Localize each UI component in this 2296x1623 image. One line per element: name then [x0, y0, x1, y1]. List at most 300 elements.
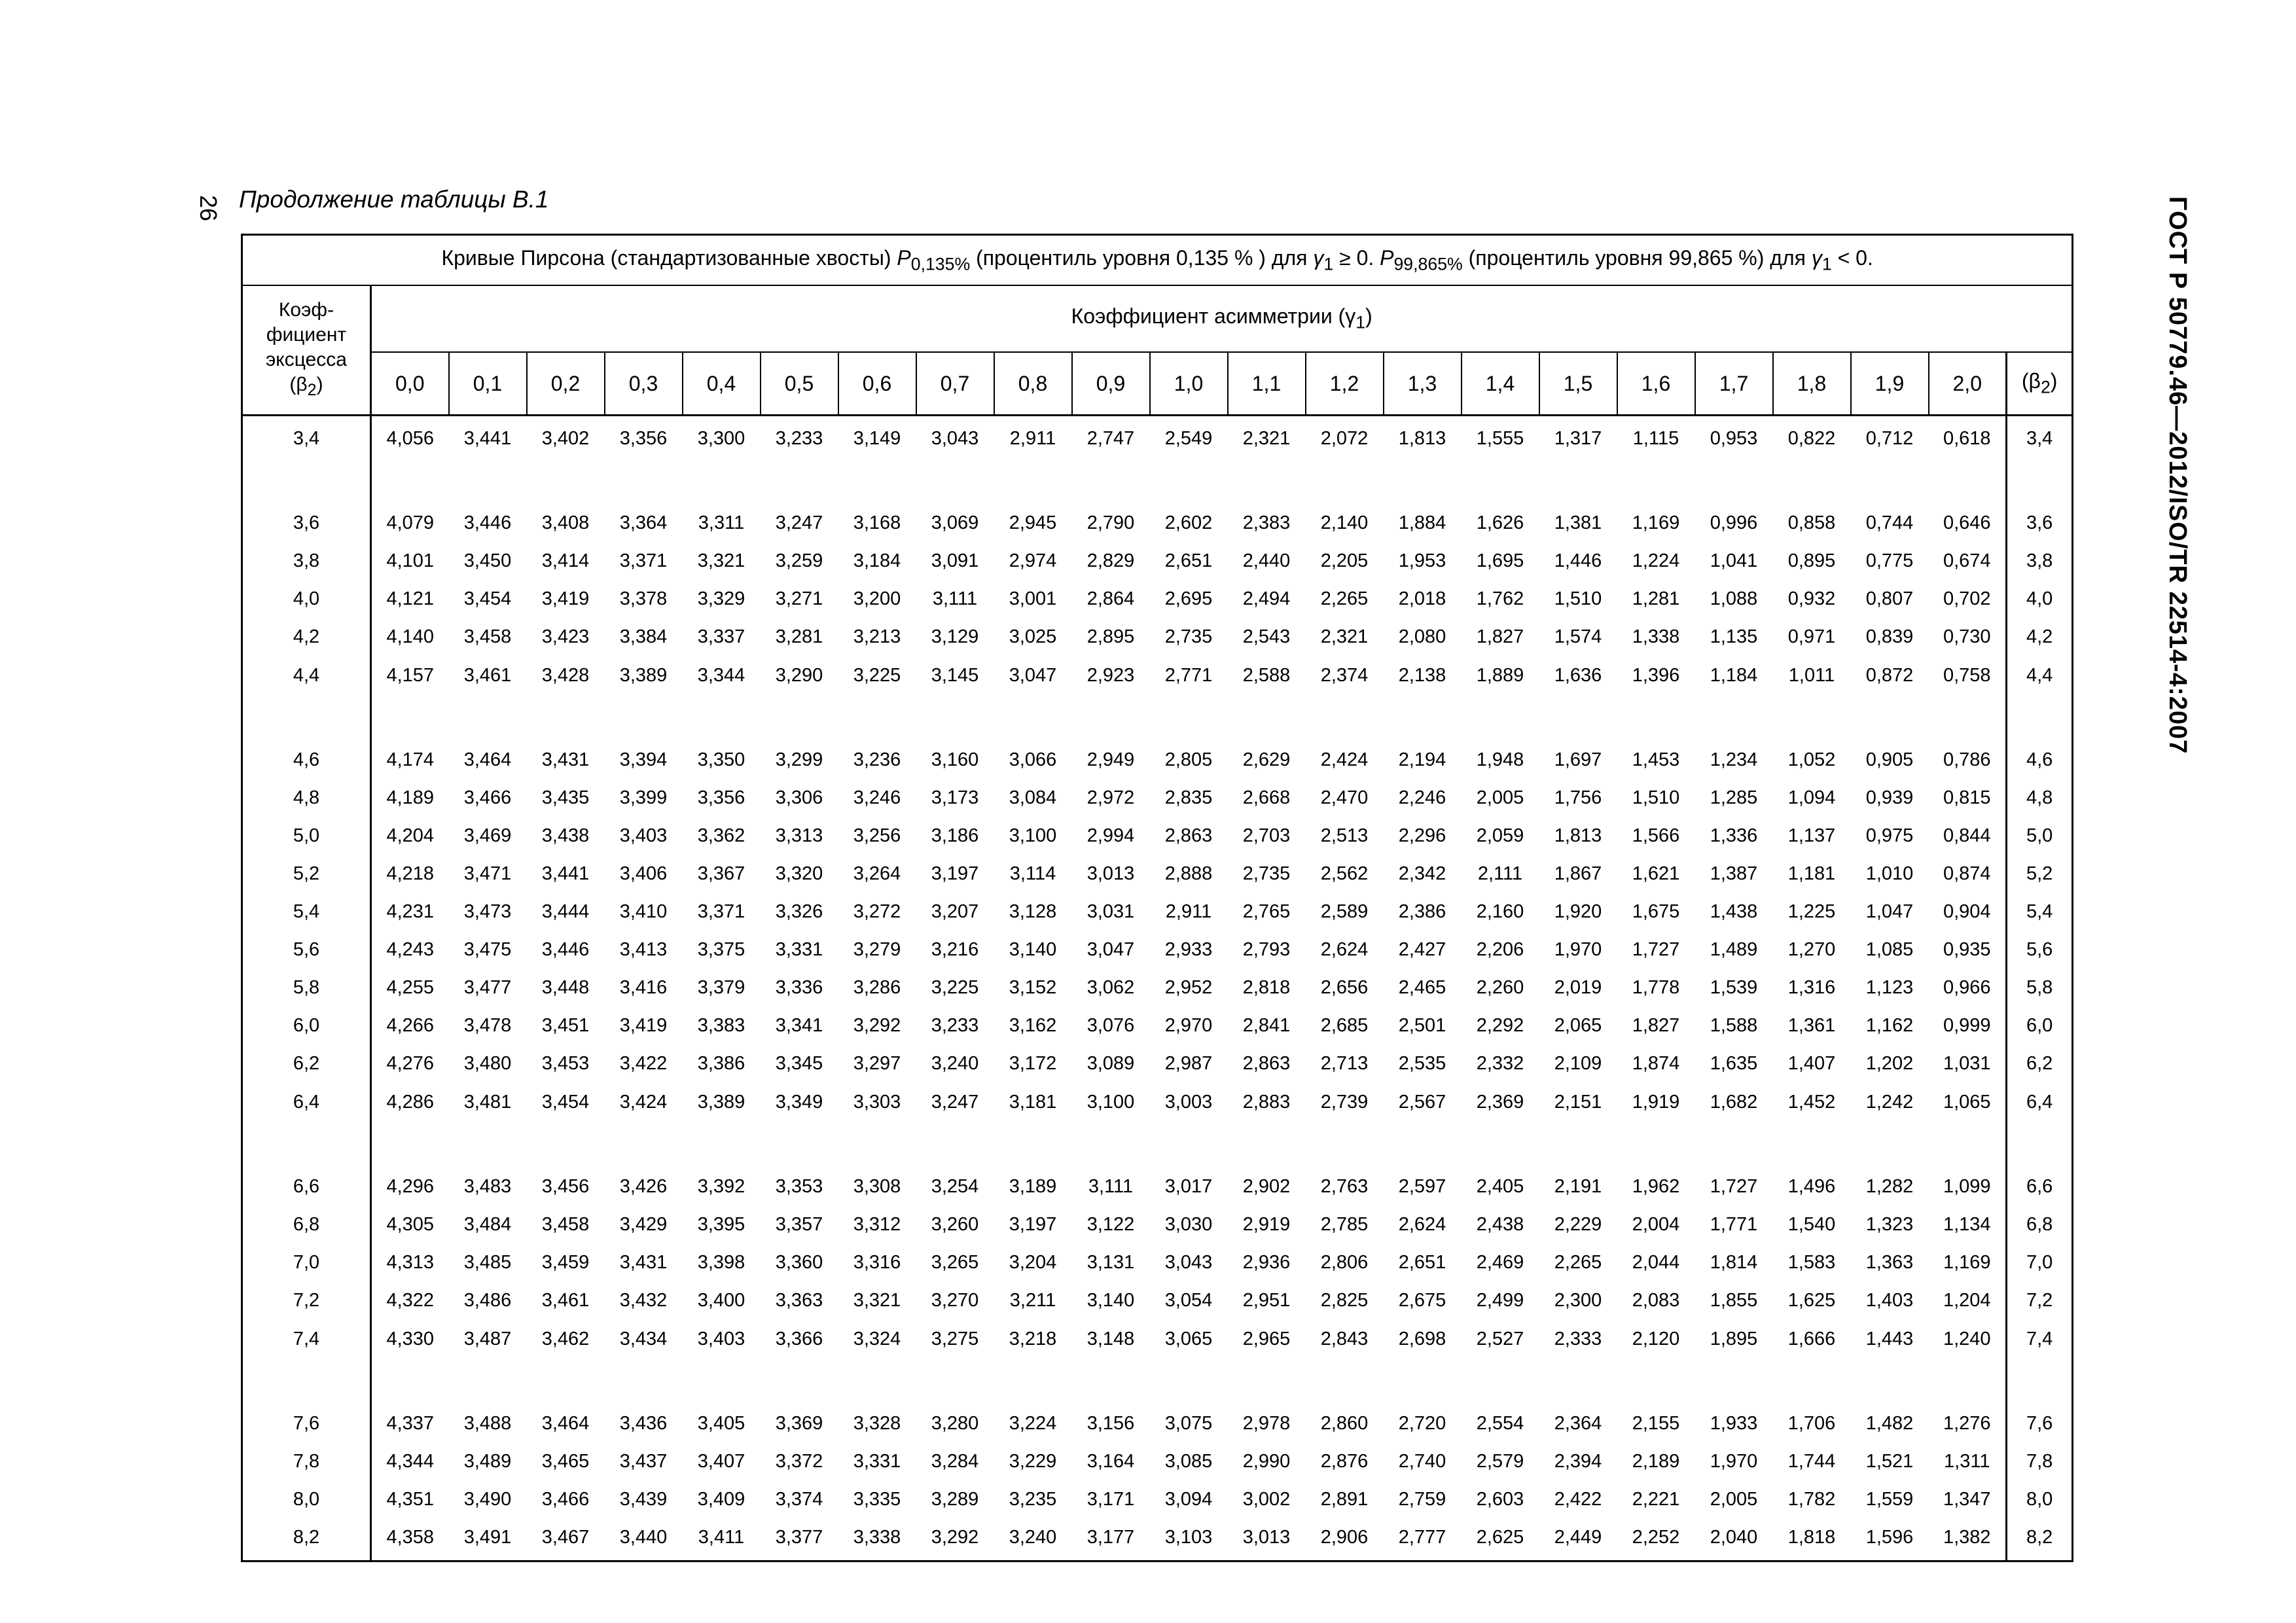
table-cell: 4,266 [386, 1014, 435, 1036]
kurtosis-value: 4,8 [242, 779, 371, 817]
table-row [242, 1281, 2073, 1319]
table-cell: 3,329 [697, 588, 745, 609]
kurtosis-value: 4,2 [242, 618, 371, 656]
table-cell: 1,134 [1943, 1213, 1991, 1235]
table-cell: 3,372 [775, 1450, 823, 1472]
table-cell: 1,443 [1865, 1329, 1914, 1349]
table-cell: 3,129 [931, 626, 979, 647]
table-row [242, 656, 2073, 741]
table-cell: 3,297 [853, 1052, 901, 1074]
kurtosis-value: 6,2 [242, 1044, 371, 1082]
table-cell: 0,822 [1787, 428, 1836, 449]
table-cell: 3,265 [931, 1251, 979, 1273]
table-cell: 0,807 [1865, 588, 1914, 609]
table-cell: 1,363 [1865, 1251, 1914, 1273]
table-cell: 2,990 [1242, 1450, 1291, 1472]
table-cell: 3,111 [932, 588, 978, 609]
table-cell: 3,450 [463, 550, 512, 571]
table-cell: 3,485 [463, 1251, 512, 1273]
table-cell: 3,483 [463, 1175, 512, 1197]
table-cell: 3,422 [619, 1052, 668, 1074]
table-cell: 2,829 [1086, 550, 1135, 571]
table-cell: 1,336 [1710, 825, 1758, 846]
table-cell: 2,044 [1632, 1251, 1680, 1273]
table-cell: 1,382 [1943, 1526, 1991, 1548]
table-cell: 2,252 [1632, 1526, 1680, 1548]
table-cell: 3,286 [853, 976, 901, 998]
table-cell: 3,369 [775, 1412, 823, 1434]
column-header: 1,8 [1773, 352, 1851, 416]
beta-value: 3,8 [2007, 542, 2073, 580]
table-cell: 3,377 [775, 1526, 823, 1548]
table-cell: 4,189 [386, 787, 435, 808]
table-cell: 3,103 [1164, 1526, 1213, 1548]
table-cell: 3,379 [697, 976, 745, 998]
table-cell: 4,305 [386, 1213, 435, 1235]
table-cell: 1,041 [1710, 550, 1758, 571]
table-cell: 4,157 [386, 665, 435, 686]
table-cell: 1,135 [1710, 626, 1758, 647]
table-cell: 1,895 [1710, 1329, 1758, 1349]
table-row [242, 893, 2073, 931]
table-cell: 4,218 [386, 863, 435, 884]
table-cell: 2,713 [1320, 1052, 1369, 1074]
table-cell: 2,470 [1320, 787, 1369, 808]
table-cell: 3,356 [697, 787, 745, 808]
table-cell: 1,636 [1554, 665, 1602, 686]
table-cell: 2,499 [1476, 1289, 1524, 1311]
table-cell: 0,815 [1943, 787, 1991, 808]
table-cell: 2,300 [1554, 1289, 1602, 1311]
table-cell: 3,140 [1009, 938, 1057, 960]
table-cell: 0,744 [1865, 512, 1914, 533]
table-cell: 0,966 [1943, 976, 1991, 998]
table-cell: 2,374 [1320, 665, 1369, 686]
table-cell: 3,437 [619, 1450, 668, 1472]
table-cell: 2,494 [1242, 588, 1291, 609]
table-cell: 1,884 [1398, 512, 1446, 533]
table-cell: 1,626 [1476, 512, 1524, 533]
table-cell: 3,235 [1009, 1488, 1057, 1510]
table-row [242, 416, 2073, 505]
table-cell: 1,011 [1788, 665, 1835, 686]
table-cell: 1,181 [1787, 863, 1836, 884]
table-cell: 1,697 [1554, 749, 1602, 770]
table-row [242, 1480, 2073, 1518]
table-cell: 3,047 [1086, 938, 1135, 960]
table-cell: 3,489 [463, 1450, 512, 1472]
table-cell: 3,419 [541, 588, 590, 609]
table-cell: 4,337 [386, 1412, 435, 1434]
table-cell: 3,398 [697, 1251, 745, 1273]
column-header: 2,0 [1929, 352, 2007, 416]
table-cell: 3,465 [541, 1450, 590, 1472]
table-cell: 2,019 [1554, 976, 1602, 998]
table-cell: 1,065 [1943, 1092, 1991, 1113]
table-cell: 3,471 [463, 863, 512, 884]
table-cell: 0,953 [1710, 428, 1758, 449]
table-cell: 1,510 [1632, 787, 1680, 808]
table-cell: 3,413 [619, 938, 668, 960]
table-cell: 3,326 [775, 901, 823, 922]
table-cell: 3,225 [853, 665, 901, 686]
table-cell: 3,349 [775, 1092, 823, 1113]
table-cell: 3,140 [1086, 1289, 1135, 1311]
table-cell: 3,441 [463, 428, 512, 449]
table-row [242, 1518, 2073, 1561]
table-cell: 3,467 [541, 1526, 590, 1548]
table-cell: 3,043 [931, 428, 979, 449]
table-cell: 3,197 [931, 863, 979, 884]
table-cell: 3,341 [775, 1014, 823, 1036]
table-cell: 2,229 [1554, 1213, 1602, 1235]
table-cell: 2,321 [1242, 428, 1291, 449]
table-cell: 0,939 [1865, 787, 1914, 808]
table-cell: 3,207 [931, 901, 979, 922]
table-cell: 2,949 [1086, 749, 1135, 770]
beta-value: 4,0 [2007, 580, 2073, 618]
kurtosis-value: 6,4 [242, 1082, 371, 1168]
table-row [242, 779, 2073, 817]
table-cell: 4,358 [386, 1526, 435, 1548]
table-cell: 3,289 [931, 1488, 979, 1510]
table-cell: 1,827 [1632, 1014, 1680, 1036]
table-cell: 3,292 [853, 1014, 901, 1036]
beta-value: 5,4 [2007, 893, 2073, 931]
table-cell: 3,254 [931, 1175, 979, 1197]
beta-value: 5,0 [2007, 817, 2073, 855]
table-cell: 0,975 [1865, 825, 1914, 846]
column-header: 0,2 [527, 352, 605, 416]
table-cell: 2,206 [1476, 938, 1524, 960]
table-cell: 1,031 [1943, 1052, 1991, 1074]
table-cell: 3,031 [1086, 901, 1135, 922]
table-cell: 3,013 [1086, 863, 1135, 884]
column-header: 1,1 [1228, 352, 1306, 416]
table-cell: 3,403 [619, 825, 668, 846]
table-cell: 1,052 [1787, 749, 1836, 770]
table-cell: 3,484 [463, 1213, 512, 1235]
table-cell: 0,702 [1943, 588, 1991, 609]
table-cell: 0,844 [1943, 825, 1991, 846]
table-cell: 3,462 [541, 1329, 590, 1349]
table-cell: 3,324 [853, 1329, 901, 1349]
table-cell: 2,342 [1398, 863, 1446, 884]
table-cell: 2,065 [1554, 1014, 1602, 1036]
table-cell: 3,367 [697, 863, 745, 884]
table-cell: 1,169 [1632, 512, 1680, 533]
table-cell: 3,461 [463, 665, 512, 686]
table-cell: 1,566 [1632, 825, 1680, 846]
table-cell: 3,490 [463, 1488, 512, 1510]
page-number: 26 [195, 195, 222, 222]
table-cell: 3,336 [775, 976, 823, 998]
column-header: 1,6 [1617, 352, 1695, 416]
table-cell: 3,454 [463, 588, 512, 609]
table-cell: 3,362 [697, 825, 745, 846]
table-cell: 1,276 [1943, 1412, 1991, 1434]
table-cell: 3,271 [775, 588, 823, 609]
table-cell: 2,906 [1320, 1526, 1369, 1548]
table-cell: 3,438 [541, 825, 590, 846]
table-cell: 2,945 [1009, 512, 1057, 533]
table-cell: 3,013 [1242, 1526, 1291, 1548]
table-cell: 3,416 [619, 976, 668, 998]
table-cell: 3,246 [853, 787, 901, 808]
table-cell: 3,184 [853, 550, 901, 571]
table-cell: 3,162 [1009, 1014, 1057, 1036]
table-cell: 3,225 [931, 976, 979, 998]
table-cell: 3,364 [619, 512, 668, 533]
table-cell: 2,703 [1242, 825, 1291, 846]
table-cell: 2,189 [1632, 1450, 1680, 1472]
table-cell: 2,675 [1398, 1289, 1446, 1311]
kurtosis-value: 5,0 [242, 817, 371, 855]
table-cell: 3,321 [697, 550, 745, 571]
kurtosis-value: 6,6 [242, 1168, 371, 1205]
table-cell: 4,231 [386, 901, 435, 922]
kurtosis-value: 3,6 [242, 504, 371, 542]
table-cell: 2,790 [1086, 512, 1135, 533]
table-cell: 2,951 [1242, 1289, 1291, 1311]
table-cell: 3,475 [463, 938, 512, 960]
table-cell: 2,994 [1086, 825, 1135, 846]
beta-value: 8,0 [2007, 1480, 2073, 1518]
table-cell: 3,247 [775, 512, 823, 533]
table-cell: 1,387 [1710, 863, 1758, 884]
table-cell: 3,386 [697, 1052, 745, 1074]
table-cell: 1,889 [1476, 665, 1524, 686]
table-cell: 1,281 [1632, 588, 1680, 609]
table-cell: 3,279 [853, 938, 901, 960]
table-cell: 2,364 [1554, 1412, 1602, 1434]
table-cell: 1,204 [1943, 1289, 1991, 1311]
table-cell: 2,004 [1632, 1213, 1680, 1235]
table-cell: 2,864 [1086, 588, 1135, 609]
table-row [242, 1442, 2073, 1480]
kurtosis-value: 7,2 [242, 1281, 371, 1319]
table-cell: 3,344 [697, 665, 745, 686]
table-cell: 3,435 [541, 787, 590, 808]
beta-value: 4,6 [2007, 741, 2073, 779]
column-header: 0,1 [449, 352, 527, 416]
table-cell: 2,589 [1320, 901, 1369, 922]
table-cell: 3,236 [853, 749, 901, 770]
table-cell: 2,265 [1554, 1251, 1602, 1273]
table-cell: 3,272 [853, 901, 901, 922]
table-cell: 2,083 [1632, 1289, 1680, 1311]
table-row [242, 1243, 2073, 1281]
table-cell: 2,972 [1086, 787, 1135, 808]
table-cell: 2,549 [1164, 428, 1213, 449]
table-cell: 2,111 [1477, 863, 1523, 884]
table-cell: 3,491 [463, 1526, 512, 1548]
table-cell: 2,835 [1164, 787, 1213, 808]
table-cell: 3,338 [853, 1526, 901, 1548]
table-cell: 2,806 [1320, 1251, 1369, 1273]
kurtosis-value: 7,8 [242, 1442, 371, 1480]
table-cell: 1,706 [1787, 1412, 1836, 1434]
table-cell: 4,344 [386, 1450, 435, 1472]
table-cell: 1,727 [1632, 938, 1680, 960]
table-cell: 3,321 [853, 1289, 901, 1311]
table-cell: 3,434 [619, 1329, 668, 1349]
table-cell: 1,224 [1632, 550, 1680, 571]
table-cell: 1,438 [1710, 901, 1758, 922]
table-cell: 1,234 [1710, 749, 1758, 770]
table-cell: 3,451 [541, 1014, 590, 1036]
table-cell: 2,765 [1242, 901, 1291, 922]
table-cell: 2,888 [1164, 863, 1213, 884]
table-cell: 3,331 [853, 1450, 901, 1472]
table-cell: 3,345 [775, 1052, 823, 1074]
table-cell: 2,151 [1554, 1092, 1602, 1113]
table-cell: 2,394 [1554, 1450, 1602, 1472]
table-cell: 1,574 [1554, 626, 1602, 647]
table-cell: 2,923 [1086, 665, 1135, 686]
table-cell: 2,369 [1476, 1092, 1524, 1113]
table-title: Кривые Пирсона (стандартизованные хвосты) $P_{0,135\%}$ (процентиль уровня 0,135 % ) для $\gamma_1 \ge 0$. $P_{99,865\%}$ (процентиль уровня 99,865 %) для $\gamma_1 < 0$. [242, 235, 2073, 286]
table-cell: 1,962 [1632, 1175, 1680, 1197]
table-cell: 3,486 [463, 1289, 512, 1311]
column-header: 1,4 [1462, 352, 1539, 416]
table-cell: 2,805 [1164, 749, 1213, 770]
table-cell: 3,100 [1009, 825, 1057, 846]
table-cell: 1,123 [1865, 976, 1914, 998]
table-cell: 2,876 [1320, 1450, 1369, 1472]
table-cell: 3,432 [619, 1289, 668, 1311]
table-cell: 1,137 [1787, 825, 1836, 846]
table-cell: 2,535 [1398, 1052, 1446, 1074]
table-cell: 1,316 [1787, 976, 1836, 998]
table-cell: 2,739 [1320, 1092, 1369, 1113]
table-cell: 1,756 [1554, 787, 1602, 808]
table-cell: 2,933 [1164, 938, 1213, 960]
table-cell: 3,100 [1086, 1092, 1135, 1113]
beta-value: 4,4 [2007, 656, 2073, 741]
table-cell: 3,384 [619, 626, 668, 647]
table-cell: 1,099 [1943, 1175, 1991, 1197]
table-cell: 3,439 [619, 1488, 668, 1510]
table-cell: 2,747 [1086, 428, 1135, 449]
table-cell: 3,284 [931, 1450, 979, 1472]
table-cell: 3,200 [853, 588, 901, 609]
table-cell: 2,465 [1398, 976, 1446, 998]
table-cell: 3,411 [698, 1526, 745, 1548]
table-row [242, 855, 2073, 893]
table-cell: 2,771 [1164, 665, 1213, 686]
table-cell: 2,793 [1242, 938, 1291, 960]
table-cell: 0,646 [1943, 512, 1991, 533]
table-cell: 1,496 [1787, 1175, 1836, 1197]
table-cell: 2,005 [1710, 1488, 1758, 1510]
table-cell: 1,813 [1554, 825, 1602, 846]
table-cell: 3,171 [1086, 1488, 1135, 1510]
table-cell: 1,489 [1710, 938, 1758, 960]
table-cell: 2,763 [1320, 1175, 1369, 1197]
table-cell: 3,378 [619, 588, 668, 609]
column-header: 0,6 [838, 352, 916, 416]
table-cell: 2,005 [1476, 787, 1524, 808]
table-cell: 1,317 [1554, 428, 1602, 449]
table-cell: 0,874 [1943, 863, 1991, 884]
beta-value: 7,4 [2007, 1319, 2073, 1404]
beta-value: 6,8 [2007, 1205, 2073, 1243]
table-cell: 3,152 [1009, 976, 1057, 998]
table-cell: 1,088 [1710, 588, 1758, 609]
table-cell: 0,872 [1865, 665, 1914, 686]
table-cell: 3,487 [463, 1329, 512, 1349]
table-row [242, 504, 2073, 542]
table-cell: 3,461 [541, 1289, 590, 1311]
column-header: 1,5 [1539, 352, 1617, 416]
table-cell: 2,740 [1398, 1450, 1446, 1472]
table-cell: 3,406 [619, 863, 668, 884]
table-cell: 2,080 [1398, 626, 1446, 647]
table-cell: 3,312 [853, 1213, 901, 1235]
table-cell: 2,902 [1242, 1175, 1291, 1197]
table-cell: 3,480 [463, 1052, 512, 1074]
table-cell: 2,735 [1164, 626, 1213, 647]
table-row [242, 969, 2073, 1007]
table-cell: 3,363 [775, 1289, 823, 1311]
table-cell: 1,744 [1787, 1450, 1836, 1472]
table-cell: 3,131 [1086, 1251, 1135, 1273]
table-cell: 2,891 [1320, 1488, 1369, 1510]
table-cell: 2,625 [1476, 1526, 1524, 1548]
table-cell: 3,247 [931, 1092, 979, 1113]
table-cell: 1,782 [1787, 1488, 1836, 1510]
table-cell: 3,399 [619, 787, 668, 808]
table-cell: 1,970 [1710, 1450, 1758, 1472]
table-cell: 1,323 [1865, 1213, 1914, 1235]
table-cell: 2,970 [1164, 1014, 1213, 1036]
table-cell: 1,085 [1865, 938, 1914, 960]
table-cell: 4,330 [386, 1329, 435, 1349]
table-cell: 3,429 [619, 1213, 668, 1235]
table-cell: 2,759 [1398, 1488, 1446, 1510]
kurtosis-value: 6,8 [242, 1205, 371, 1243]
kurtosis-value: 6,0 [242, 1007, 371, 1044]
table-cell: 1,621 [1632, 863, 1680, 884]
table-cell: 3,405 [697, 1412, 745, 1434]
column-header: 0,9 [1072, 352, 1150, 416]
standard-code: ГОСТ Р 50779.46—2012/ISO/TR 22514-4:2007 [2164, 196, 2191, 755]
column-header: 0,0 [371, 352, 449, 416]
table-row [242, 1168, 2073, 1205]
table-cell: 4,322 [386, 1289, 435, 1311]
table-cell: 2,651 [1398, 1251, 1446, 1273]
table-cell: 1,635 [1710, 1052, 1758, 1074]
table-cell: 3,400 [697, 1289, 745, 1311]
table-cell: 2,138 [1398, 665, 1446, 686]
table-cell: 1,540 [1787, 1213, 1836, 1235]
table-cell: 2,246 [1398, 787, 1446, 808]
column-header: 1,2 [1306, 352, 1384, 416]
table-cell: 2,140 [1320, 512, 1369, 533]
table-cell: 2,965 [1242, 1329, 1291, 1349]
table-cell: 4,140 [386, 626, 435, 647]
table-cell: 2,449 [1554, 1526, 1602, 1548]
table-cell: 3,409 [697, 1488, 745, 1510]
table-cell: 3,477 [463, 976, 512, 998]
table-cell: 3,111 [1088, 1175, 1134, 1197]
table-cell: 3,177 [1086, 1526, 1135, 1548]
table-row [242, 542, 2073, 580]
table-cell: 2,919 [1242, 1213, 1291, 1235]
table-cell: 3,431 [619, 1251, 668, 1273]
table-cell: 3,448 [541, 976, 590, 998]
